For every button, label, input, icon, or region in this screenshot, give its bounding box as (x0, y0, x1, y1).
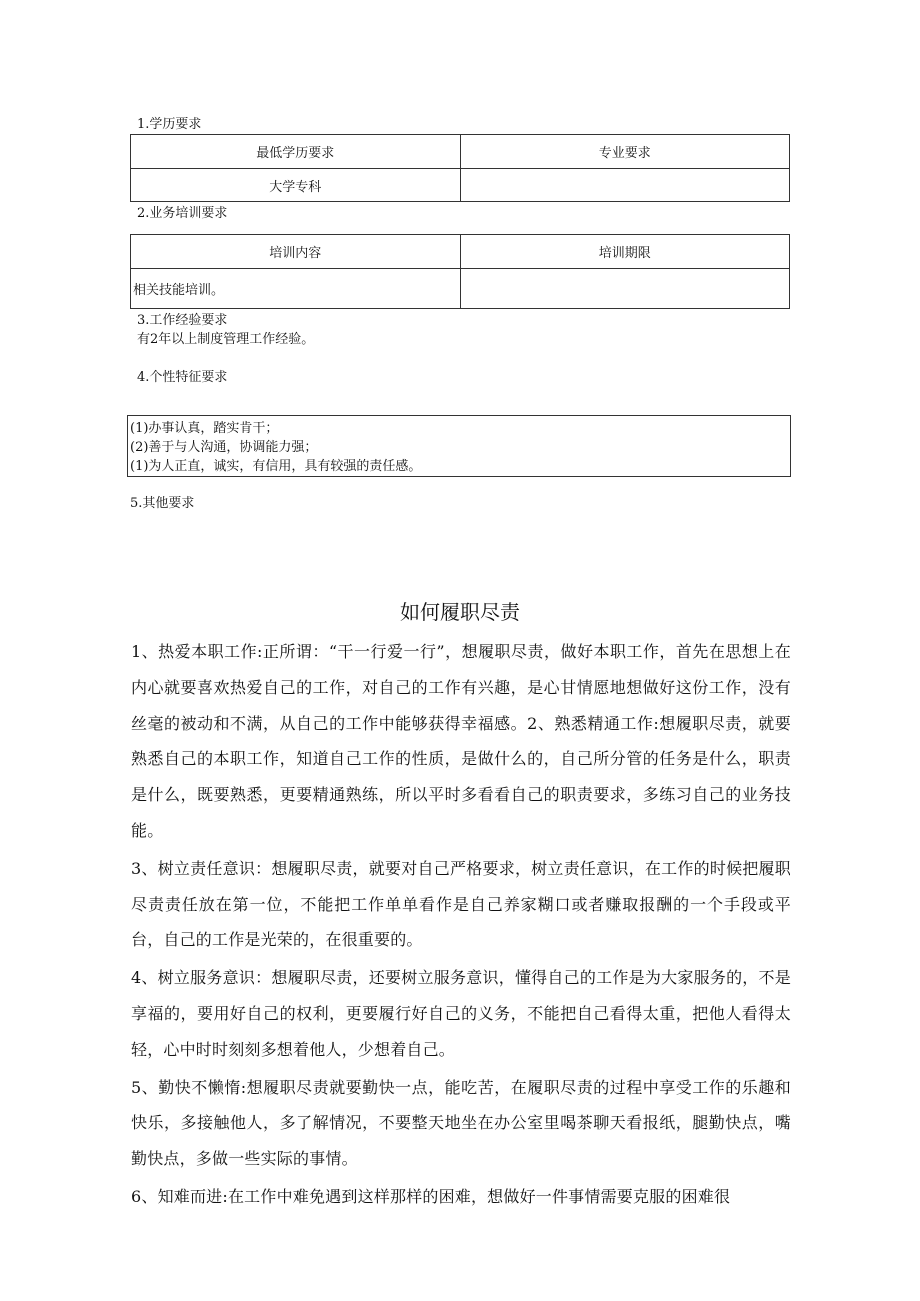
article-paragraph: 5、勤快不懒惰:想履职尽责就要勤快一点，能吃苦，在履职尽责的过程中享受工作的乐趣和快乐，多接触他人，多了解情况，不要整天地坐在办公室里喝茶聊天看报纸，腿勤快点，嘴勤快点，多做一些实际的事情。 (131, 1077, 791, 1169)
section1-heading: 1.学历要求 (137, 117, 202, 132)
training-col1-header: 培训内容 (131, 235, 461, 269)
section2-heading: 2.业务培训要求 (137, 206, 228, 221)
trait-item: (2)善于与人沟通，协调能力强； (130, 440, 318, 455)
training-col2-header: 培训期限 (460, 235, 790, 269)
education-col2-value (460, 169, 790, 202)
article-title: 如何履职尽责 (400, 600, 520, 624)
section3-text: 有2年以上制度管理工作经验。 (137, 332, 315, 347)
article-paragraph: 1、热爱本职工作:正所谓：“干一行爱一行”，想履职尽责，做好本职工作，首先在思想上在内心就要喜欢热爱自己的工作，对自己的工作有兴趣，是心甘情愿地想做好这份工作，没有丝毫的被动和不满，从自己的工作中能够获得幸福感。2、熟悉精通工作:想履职尽责，就要熟悉自己的本职工作，知道自己工作的性质，是做什么的，自己所分管的任务是什么，职责是什么，既要熟悉，更要精通熟练，所以平时多看看自己的职责要求，多练习自己的业务技能。 (131, 642, 791, 840)
training-col1-value: 相关技能培训。 (131, 269, 461, 309)
trait-item: (1)为人正直，诚实，有信用，具有较强的责任感。 (130, 459, 422, 474)
training-table (130, 234, 790, 309)
training-col2-value (460, 269, 790, 309)
education-table (130, 134, 790, 202)
traits-box (127, 415, 791, 477)
article-body (131, 634, 791, 1217)
education-col1-value: 大学专科 (131, 169, 461, 202)
article-paragraph: 4、树立服务意识：想履职尽责，还要树立服务意识，懂得自己的工作是为大家服务的，不是享福的，要用好自己的权利，更要履行好自己的义务，不能把自己看得太重，把他人看得太轻，心中时时刻刻多想着他人，少想着自己。 (131, 968, 791, 1059)
article-paragraph: 6、知难而进:在工作中难免遇到这样那样的困难，想做好一件事情需要克服的困难很 (131, 1186, 731, 1206)
section3-heading: 3.工作经验要求 (137, 313, 228, 328)
trait-item: (1)办事认真，踏实肯干； (130, 421, 279, 436)
education-col1-header: 最低学历要求 (131, 135, 461, 169)
section5-heading: 5.其他要求 (130, 496, 195, 511)
article-paragraph: 3、树立责任意识：想履职尽责，就要对自己严格要求，树立责任意识，在工作的时候把履职尽责责任放在第一位，不能把工作单单看作是自己养家糊口或者赚取报酬的一个手段或平台，自己的工作是光荣的，在很重要的。 (131, 858, 791, 950)
education-col2-header: 专业要求 (460, 135, 790, 169)
section4-heading: 4.个性特征要求 (137, 370, 228, 385)
